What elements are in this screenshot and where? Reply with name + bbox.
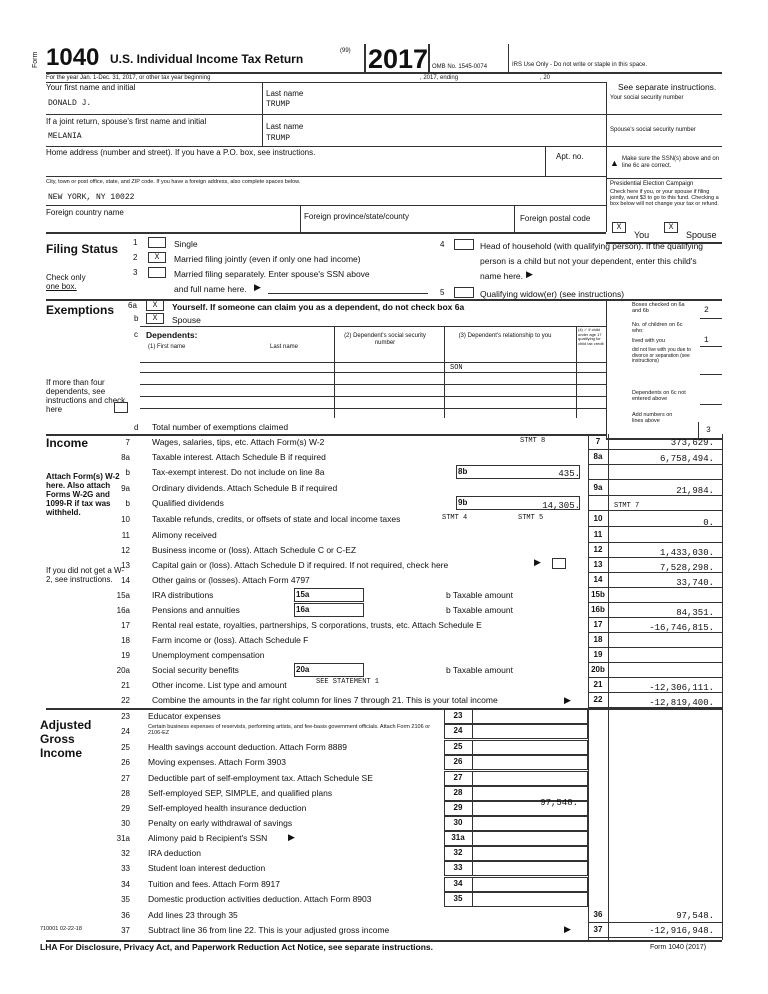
- arrow-icon: ▶: [564, 695, 571, 705]
- exempt-spouse-label: Spouse: [172, 315, 201, 325]
- line-27-amount[interactable]: 97,548.: [540, 798, 578, 808]
- exempt-yourself-label: Yourself. If someone can claim you as a dependent, do not check box 6a: [172, 302, 465, 312]
- line-number: 20a: [116, 666, 130, 675]
- line-9b-amount[interactable]: 14,305.: [542, 501, 580, 511]
- line-box-24: 24: [453, 726, 463, 735]
- line-number: 11: [121, 531, 130, 540]
- year-ending: , 2017, ending: [420, 75, 459, 81]
- line-37-label: Subtract line 36 from line 22. This is your adjusted gross income: [148, 925, 390, 935]
- line-box-30: 30: [453, 818, 463, 827]
- line-8a-label: Taxable interest. Attach Schedule B if required: [152, 452, 326, 462]
- line-21-stmt: SEE STATEMENT 1: [316, 678, 380, 686]
- lived-with-value[interactable]: 1: [704, 336, 709, 345]
- line-number: 9a: [121, 484, 130, 493]
- one-box-label: one box.: [46, 282, 77, 291]
- line-box-21: 21: [593, 680, 603, 689]
- line-box-9a: 9a: [593, 483, 603, 492]
- filing-status-title: Filing Status: [46, 242, 118, 256]
- line-37-amount[interactable]: -12,916,948.: [649, 926, 714, 936]
- line-box-11: 11: [593, 530, 603, 539]
- see-separate-instructions[interactable]: See separate instructions.: [618, 82, 717, 92]
- filing-single-label: Single: [174, 239, 198, 249]
- line-box-25: 25: [453, 742, 463, 751]
- inline-box-label: 16a: [296, 605, 310, 614]
- filing-single-checkbox[interactable]: [148, 237, 166, 248]
- add-numbers-label: Add numbers on lines above: [632, 412, 673, 424]
- inline-box-label: 8b: [458, 467, 468, 476]
- line-number: 23: [121, 712, 130, 721]
- spouse-first-field[interactable]: MELANIA: [48, 132, 82, 141]
- line-13-amount[interactable]: 7,528,298.: [659, 563, 714, 573]
- line-13-label: Capital gain or (loss). Attach Schedule D if required. If not required, check here: [152, 560, 449, 570]
- line-20a-label: Social security benefits: [152, 665, 239, 675]
- line-box-34: 34: [453, 879, 463, 888]
- line-number: 26: [121, 758, 130, 767]
- line-14-amount[interactable]: 33,740.: [676, 578, 714, 588]
- filing-joint-label: Married filing jointly (even if only one had income): [174, 254, 361, 264]
- campaign-text: Check here if you, or your spouse if filing jointly, want $3 to go to this fund. Checking a box below will not change your tax or refund.: [610, 189, 719, 207]
- line-21-label: Other income. List type and amount: [152, 680, 287, 690]
- filing-separate-label: Married filing separately. Enter spouse's SSN above: [174, 269, 370, 279]
- form-number: 1040: [46, 44, 100, 71]
- line-number: 21: [121, 681, 130, 690]
- line-8a-amount[interactable]: 6,758,494.: [659, 454, 714, 464]
- footer-lha: LHA For Disclosure, Privacy Act, and Paperwork Reduction Act Notice, see separate instructions.: [40, 942, 434, 952]
- more-than-four-checkbox[interactable]: [114, 402, 128, 413]
- foreign-country-label: Foreign country name: [46, 208, 124, 217]
- warning-icon: ▲: [610, 158, 619, 168]
- agi-title-2: Gross: [40, 732, 75, 746]
- spouse-ssn-label: Spouse's social security number: [610, 127, 696, 133]
- exempt-spouse-checkbox[interactable]: X: [146, 313, 164, 324]
- form-vertical-label: Form: [32, 51, 39, 68]
- line-31a-label: Alimony paid b Recipient's SSN: [148, 833, 268, 843]
- line-17-amount[interactable]: -16,746,815.: [649, 623, 714, 633]
- campaign-you-label: You: [634, 230, 650, 240]
- line-number: 27: [121, 774, 130, 783]
- line-b-label: Tax-exempt interest. Do not include on line 8a: [152, 467, 325, 477]
- city-label: City, town or post office, state, and ZIP code. If you have a foreign address, also complete spaces below.: [46, 179, 301, 185]
- campaign-spouse-label: Spouse: [686, 230, 717, 240]
- line-box-27: 27: [453, 773, 463, 782]
- campaign-title: Presidential Election Campaign: [610, 181, 694, 187]
- line-8b-amount[interactable]: 435.: [558, 469, 580, 479]
- line-9a-label: Ordinary dividends. Attach Schedule B if required: [152, 483, 338, 493]
- form-year: 2017: [368, 44, 429, 74]
- line-16b-label: b Taxable amount: [446, 605, 513, 615]
- children-label: No. of children on 6c who:: [632, 322, 683, 334]
- line-box-35: 35: [453, 894, 463, 903]
- line-number: 32: [121, 849, 130, 858]
- arrow-icon: ▶: [288, 832, 295, 842]
- line-33-label: Student loan interest deduction: [148, 863, 266, 873]
- line-box-10: 10: [593, 514, 603, 523]
- check-only-label: Check only: [46, 273, 86, 282]
- line-7-amount[interactable]: 373,629.: [670, 438, 714, 448]
- dep-col-relationship: (3) Dependent's relationship to you: [458, 333, 552, 339]
- dep-col-child-credit: (4) ✓ if child under age 17 qualifying for child tax credit: [578, 327, 604, 346]
- line-16b-amount[interactable]: 84,351.: [676, 608, 714, 618]
- line-number: 35: [121, 895, 130, 904]
- line-box-32: 32: [453, 848, 463, 857]
- line-number: 37: [121, 926, 130, 935]
- line-number: 28: [121, 789, 130, 798]
- line-number: 7: [125, 438, 130, 447]
- line-14-label: Other gains or (losses). Attach Form 4797: [152, 575, 310, 585]
- income-title: Income: [46, 436, 89, 450]
- inline-box-label: 9b: [458, 498, 468, 507]
- dep-col-last-name: Last name: [270, 344, 299, 350]
- apt-label: Apt. no.: [556, 152, 584, 161]
- arrow-icon: ▶: [254, 282, 261, 292]
- address-label: Home address (number and street). If you have a P.O. box, see instructions.: [46, 148, 316, 157]
- line-number: 10: [121, 515, 130, 524]
- line-24-label: Certain business expenses of reservists, performing artists, and fee-basis government officials. Attach Form 2106 or 2106-EZ: [148, 724, 431, 736]
- filing-separate-checkbox[interactable]: [148, 267, 166, 278]
- year-suffix: , 20: [540, 75, 551, 81]
- line-10-amount[interactable]: 0.: [703, 518, 714, 528]
- filing-widow-checkbox[interactable]: [454, 287, 474, 298]
- last-name-field[interactable]: TRUMP: [266, 100, 291, 109]
- exempt-yourself-checkbox[interactable]: X: [146, 300, 164, 311]
- line-b-label: Qualified dividends: [152, 498, 224, 508]
- more-than-four-note: If more than four dependents, see instructions and check here: [46, 378, 126, 414]
- line-21-amount[interactable]: -12,306,111.: [649, 683, 714, 693]
- line-32-label: IRA deduction: [148, 848, 201, 858]
- line-18-label: Farm income or (loss). Attach Schedule F: [152, 635, 309, 645]
- add-numbers-value[interactable]: 3: [706, 426, 711, 435]
- filing-widow-label: Qualifying widow(er) (see instructions): [480, 289, 625, 299]
- line-29-label: Self-employed health insurance deduction: [148, 803, 307, 813]
- form-title: U.S. Individual Income Tax Return: [110, 52, 304, 66]
- line-34-label: Tuition and fees. Attach Form 8917: [148, 879, 280, 889]
- line-box-12: 12: [593, 545, 603, 554]
- line-number: 19: [121, 651, 130, 660]
- dependent-relationship[interactable]: SON: [450, 364, 463, 372]
- arrow-icon: ▶: [564, 924, 571, 934]
- line-box-13: 13: [593, 560, 603, 569]
- line-19-label: Unemployment compensation: [152, 650, 265, 660]
- line-7-stmt: STMT 8: [520, 437, 546, 445]
- irs-use-only: IRS Use Only - Do not write or staple in this space.: [512, 62, 648, 68]
- line-17-label: Rental real estate, royalties, partnerships, S corporations, trusts, etc. Attach Schedule E: [152, 620, 482, 630]
- first-name-field[interactable]: DONALD J.: [48, 99, 92, 108]
- line-15b-label: b Taxable amount: [446, 590, 513, 600]
- boxes-checked-label: Boxes checked on 6a and 6b: [632, 302, 685, 314]
- line-20b-label: b Taxable amount: [446, 665, 513, 675]
- city-field[interactable]: NEW YORK, NY 10022: [48, 193, 135, 202]
- line-22-label: Combine the amounts in the far right column for lines 7 through 21. This is your total income: [152, 695, 498, 705]
- line-number: b: [125, 499, 130, 508]
- foreign-postal-label: Foreign postal code: [520, 214, 591, 223]
- line-number: 31a: [116, 834, 130, 843]
- lived-with-label: lived with you: [632, 338, 666, 344]
- filing-hoh-label: Head of household (with qualifying person). If the qualifying: [480, 241, 704, 251]
- line-number: 33: [121, 864, 130, 873]
- line-box-29: 29: [453, 803, 463, 812]
- line-number: 15a: [116, 591, 130, 600]
- line-box-7: 7: [595, 437, 601, 446]
- line-16a-label: Pensions and annuities: [152, 605, 240, 615]
- line-number: 24: [121, 727, 130, 736]
- agi-title-3: Income: [40, 746, 83, 760]
- last-name-label: Last name: [266, 89, 304, 98]
- exemptions-title: Exemptions: [46, 303, 115, 317]
- line-number: 22: [121, 696, 130, 705]
- line-box-15b: 15b: [591, 590, 605, 599]
- line-box-28: 28: [453, 788, 463, 797]
- dependents-label: Dependents:: [146, 330, 198, 340]
- ssn-check-note: Make sure the SSN(s) above and on line 6c are correct.: [622, 156, 720, 169]
- line-12-amount[interactable]: 1,433,030.: [659, 548, 714, 558]
- campaign-you-checkbox[interactable]: X: [612, 222, 626, 233]
- filing-joint-checkbox[interactable]: X: [148, 252, 166, 263]
- line-number: 18: [121, 636, 130, 645]
- line-number: 8a: [121, 453, 130, 462]
- line-36-label: Add lines 23 through 35: [148, 910, 238, 920]
- line-box-22: 22: [593, 695, 603, 704]
- did-not-live-label: did not live with you due to divorce or separation (see instructions): [632, 347, 691, 364]
- agi-title-1: Adjusted: [40, 718, 92, 732]
- arrow-icon: ▶: [534, 557, 541, 567]
- line-12-label: Business income or (loss). Attach Schedule C or C-EZ: [152, 545, 357, 555]
- line-6d-label: Total number of exemptions claimed: [152, 422, 289, 432]
- spouse-name-label: If a joint return, spouse's first name and initial: [46, 117, 207, 126]
- line-36-amount[interactable]: 97,548.: [676, 911, 714, 921]
- filing-hoh-label-c: name here.: [480, 271, 523, 281]
- line-number: 25: [121, 743, 130, 752]
- line-box-14: 14: [593, 575, 603, 584]
- arrow-icon: ▶: [526, 269, 533, 279]
- form-code: (99): [340, 48, 351, 54]
- footer-code: 710001 02-22-18: [40, 926, 82, 932]
- filing-separate-label-b: and full name here.: [174, 284, 247, 294]
- line-number: 14: [121, 576, 130, 585]
- no-w2-note: If you did not get a W-2, see instructions.: [46, 566, 125, 584]
- line-28-label: Self-employed SEP, SIMPLE, and qualified plans: [148, 788, 333, 798]
- line-35-label: Domestic production activities deduction. Attach Form 8903: [148, 894, 372, 904]
- line-box-23: 23: [453, 711, 463, 720]
- line-number: 12: [121, 546, 130, 555]
- line-25-label: Health savings account deduction. Attach Form 8889: [148, 742, 347, 752]
- line-number: 17: [121, 621, 130, 630]
- line-box-26: 26: [453, 757, 463, 766]
- ssn-label: Your social security number: [610, 95, 684, 101]
- tax-year-line: For the year Jan. 1-Dec. 31, 2017, or other tax year beginning: [46, 75, 211, 81]
- line-box-18: 18: [593, 635, 603, 644]
- line-box-16b: 16b: [591, 605, 605, 614]
- line-26-label: Moving expenses. Attach Form 3903: [148, 757, 286, 767]
- line-box-17: 17: [593, 620, 603, 629]
- filing-hoh-checkbox[interactable]: [454, 239, 474, 250]
- line-30-label: Penalty on early withdrawal of savings: [148, 818, 293, 828]
- inline-box-label: 20a: [296, 665, 310, 674]
- dep-col-first-name: (1) First name: [148, 344, 186, 350]
- line-box-31a: 31a: [451, 833, 465, 842]
- footer-form: Form 1040 (2017): [650, 944, 707, 951]
- line-number: 36: [121, 911, 130, 920]
- line-22-amount[interactable]: -12,819,400.: [649, 698, 714, 708]
- line-9a-amount[interactable]: 21,984.: [676, 486, 714, 496]
- inline-box-label: 15a: [296, 590, 310, 599]
- attach-w2-note: Attach Form(s) W-2 here. Also attach Forms W-2G and 1099-R if tax was withheld.: [46, 472, 120, 517]
- line-number: 29: [121, 804, 130, 813]
- boxes-checked-value[interactable]: 2: [704, 306, 709, 315]
- filing-hoh-label-b: person is a child but not your dependent, enter this child's: [480, 256, 697, 266]
- foreign-province-label: Foreign province/state/county: [304, 212, 409, 221]
- line-10-label: Taxable refunds, credits, or offsets of state and local income taxes: [152, 514, 401, 524]
- line-7-label: Wages, salaries, tips, etc. Attach Form(s) W-2: [152, 437, 325, 447]
- line-box-19: 19: [593, 650, 603, 659]
- line-13-checkbox[interactable]: [552, 558, 566, 569]
- dependents-6c-label: Dependents on 6c not entered above: [632, 390, 686, 402]
- line-box-20b: 20b: [591, 665, 605, 674]
- line-box-37: 37: [593, 925, 603, 934]
- line-box-33: 33: [453, 863, 463, 872]
- line-23-label: Educator expenses: [148, 711, 221, 721]
- first-name-label: Your first name and initial: [46, 83, 136, 92]
- line-number: 34: [121, 880, 130, 889]
- line-27-label: Deductible part of self-employment tax. Attach Schedule SE: [148, 773, 373, 783]
- line-number: b: [125, 468, 130, 477]
- line-15a-label: IRA distributions: [152, 590, 214, 600]
- line-box-36: 36: [593, 910, 603, 919]
- line-10-stmt-b: STMT 5: [518, 514, 544, 522]
- line-9b-stmt: STMT 7: [614, 502, 640, 510]
- campaign-spouse-checkbox[interactable]: X: [664, 222, 678, 233]
- spouse-last-field[interactable]: TRUMP: [266, 134, 291, 143]
- line-11-label: Alimony received: [152, 530, 217, 540]
- line-number: 16a: [116, 606, 130, 615]
- spouse-last-label: Last name: [266, 122, 304, 131]
- line-box-8a: 8a: [593, 452, 603, 461]
- line-10-stmt-a: STMT 4: [442, 514, 468, 522]
- line-number: 13: [121, 561, 130, 570]
- dep-col-ssn: (2) Dependent's social security number: [344, 333, 426, 346]
- line-number: 30: [121, 819, 130, 828]
- omb-number: OMB No. 1545-0074: [432, 64, 488, 70]
